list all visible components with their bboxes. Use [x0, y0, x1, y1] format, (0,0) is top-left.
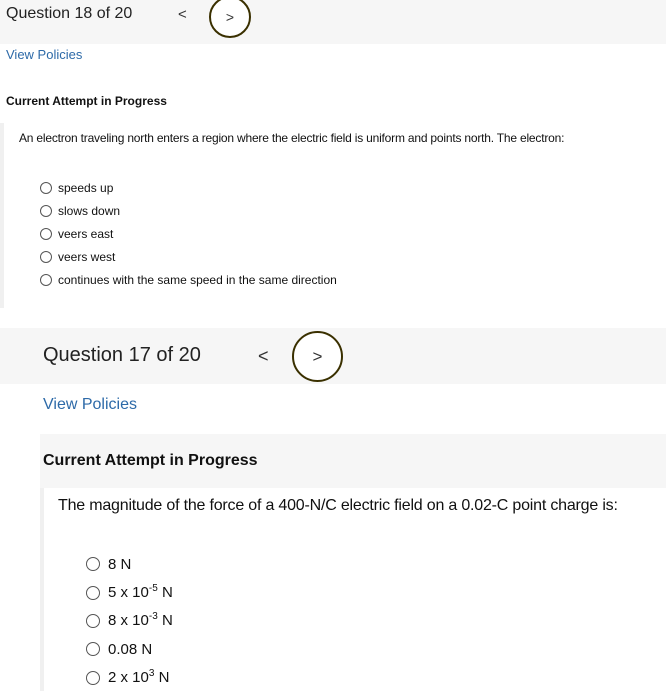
answer-option[interactable] — [86, 635, 173, 663]
answer-option[interactable] — [40, 246, 337, 269]
question-counter: Question 18 of 20 — [6, 5, 133, 22]
answer-label: 5 x $10^{-5}$ N — [108, 583, 173, 602]
answer-label: veers east — [58, 226, 114, 241]
answer-label: 8 x $10^{-3}$ N — [108, 611, 173, 630]
answer-option[interactable] — [86, 664, 173, 691]
chevron-right-icon: > — [225, 9, 235, 25]
radio-unchecked-icon[interactable] — [40, 182, 52, 194]
view-policies-link[interactable]: View Policies — [43, 396, 137, 413]
answer-label: 0.08 N — [108, 640, 153, 658]
answer-label: continues with the same speed in the same direction — [58, 273, 337, 288]
answer-option[interactable] — [40, 222, 337, 245]
question-counter: Question 17 of 20 — [43, 344, 201, 366]
answer-label: speeds up — [58, 180, 114, 195]
radio-unchecked-icon[interactable] — [40, 251, 52, 263]
attempt-status: Current Attempt in Progress — [43, 452, 258, 469]
answer-option[interactable] — [40, 199, 337, 222]
answer-label: slows down — [58, 203, 121, 218]
chevron-left-icon[interactable]: < — [178, 6, 187, 23]
answer-option[interactable] — [40, 269, 337, 292]
answer-label: 2 x $10^3$ N — [108, 668, 170, 687]
radio-unchecked-icon[interactable] — [40, 274, 52, 286]
chevron-right-icon: > — [312, 346, 323, 366]
radio-unchecked-icon[interactable] — [86, 671, 100, 685]
radio-unchecked-icon[interactable] — [86, 642, 100, 656]
radio-unchecked-icon[interactable] — [40, 205, 52, 217]
answer-option[interactable] — [40, 176, 337, 199]
answer-options — [40, 176, 337, 292]
answer-label: 8 N — [108, 555, 132, 573]
radio-unchecked-icon[interactable] — [86, 557, 100, 571]
radio-unchecked-icon[interactable] — [86, 614, 100, 628]
answer-option[interactable] — [86, 550, 173, 578]
answer-label: veers west — [58, 250, 116, 265]
answer-option[interactable] — [86, 607, 173, 635]
next-question-button[interactable] — [292, 331, 343, 382]
answer-option[interactable] — [86, 578, 173, 606]
radio-unchecked-icon[interactable] — [40, 228, 52, 240]
attempt-status: Current Attempt in Progress — [6, 94, 167, 108]
question-text: The magnitude of the force of a 400-N/C electric field on a 0.02-C point charge is: — [58, 497, 618, 514]
view-policies-link[interactable]: View Policies — [6, 47, 83, 62]
radio-unchecked-icon[interactable] — [86, 586, 100, 600]
panel-divider — [0, 308, 666, 328]
answer-options — [86, 550, 173, 691]
chevron-left-icon[interactable]: < — [258, 346, 269, 366]
question-text: An electron traveling north enters a region where the electric field is uniform and points north. The electron: — [19, 131, 565, 145]
